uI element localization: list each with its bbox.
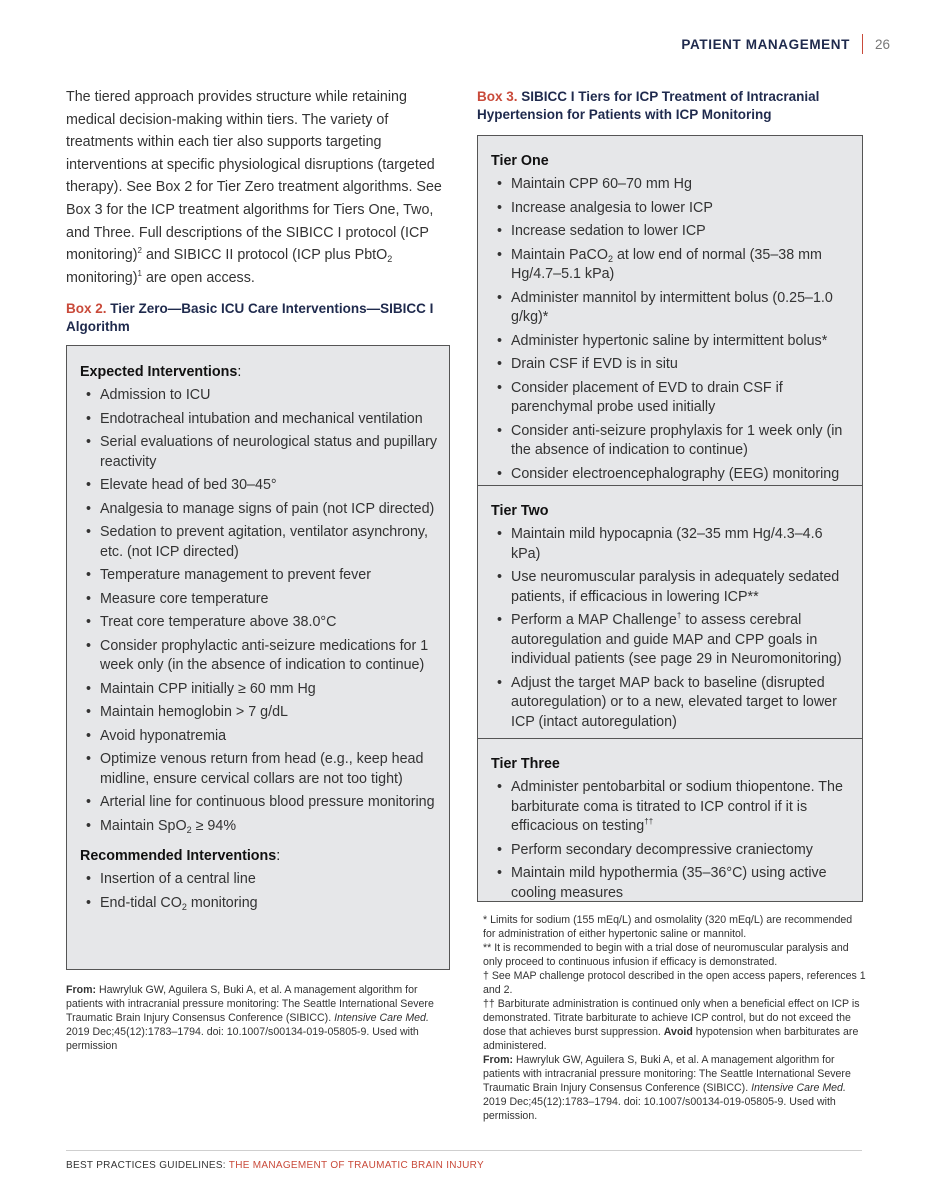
list-item: • Admission to ICU (80, 386, 437, 406)
box3-title (477, 88, 867, 123)
list-item: • Endotracheal intubation and mechanical ventilation (80, 410, 437, 430)
list-item: • Analgesia to manage signs of pain (not ICP directed) (80, 500, 437, 520)
citation-text: Hawryluk GW, Aguilera S, Buki A, et al. A management algorithm for patients with intracranial pressure monitoring: The Seattle International Severe Traumatic Brain Injury Consensus Conference (SIBICC). (483, 1054, 851, 1094)
footnote-map-challenge: † See MAP challenge protocol described in the open access papers, references 1 and 2. (483, 970, 866, 996)
list-item-barbiturate (491, 778, 850, 837)
expected-interventions-heading (80, 362, 437, 382)
co2-text: End-tidal CO (100, 894, 182, 911)
list-item: • Maintain CPP initially ≥ 60 mm Hg (80, 680, 437, 700)
list-item-map-challenge (491, 611, 850, 670)
list-item: • Increase sedation to lower ICP (491, 222, 850, 242)
co2-sub: 2 (181, 901, 187, 912)
citation-details: 2019 Dec;45(12):1783–1794. doi: 10.1007/s00134-019-05805-9. Used with permission (66, 1026, 419, 1052)
recommended-heading-text: Recommended Interventions (80, 848, 277, 864)
tier-three-heading: Tier Three (491, 756, 560, 772)
box3-title-text: SIBICC I Tiers for ICP Treatment of Intracranial Hypertension for Patients with ICP Monitoring (477, 89, 820, 122)
intro-text-1: The tiered approach provides structure while retaining medical decision-making within tiers. The variety of treatments within each tier also supports targeting interventions at specific physiological disruptions (targeted therapy). See Box 2 for Tier Zero treatment algorithms. See Box 3 for the ICP treatment algorithms for Tiers One, Two, and Three. Full descriptions of the SIBICC I protocol (ICP monitoring) (66, 89, 442, 264)
expected-interventions-list (80, 386, 437, 836)
list-item: • Consider placement of EVD to drain CSF if parenchymal probe used initially (491, 379, 850, 418)
tier-two-heading: Tier Two (491, 503, 549, 519)
tier-two-list (491, 525, 850, 732)
intro-sub-2: 2 (387, 254, 393, 265)
box3-panel (477, 135, 863, 902)
map-challenge-text: Perform a MAP Challenge (511, 612, 677, 628)
list-item: • Drain CSF if EVD is in situ (491, 355, 850, 375)
box3-footnotes (483, 913, 867, 1123)
list-item: • Maintain CPP 60–70 mm Hg (491, 175, 850, 195)
map-challenge-footnote-mark: † (676, 611, 682, 620)
tier-three-section (478, 738, 862, 901)
footer-series: BEST PRACTICES GUIDELINES: (66, 1160, 229, 1171)
tier-two-section (478, 485, 862, 738)
intro-text-2: and SIBICC II protocol (ICP plus PbtO (141, 247, 388, 264)
map-challenge-tail: to assess cerebral autoregulation and guide MAP and CPP goals in individual patients (see page 29 in Neuromonitoring) (511, 612, 842, 667)
spo2-text: Maintain SpO (100, 817, 187, 834)
list-item: • Maintain mild hypothermia (35–36°C) using active cooling measures (491, 864, 850, 903)
tier-three-list (491, 778, 850, 903)
intro-ref-2: 2 (137, 246, 142, 256)
list-item: • Serial evaluations of neurological status and pupillary reactivity (80, 433, 437, 472)
list-item: • Increase analgesia to lower ICP (491, 199, 850, 219)
spo2-sub: 2 (186, 824, 192, 835)
citation-text: Hawryluk GW, Aguilera S, Buki A, et al. A management algorithm for patients with intracranial pressure monitoring: The Seattle International Severe Traumatic Brain Injury Consensus Conference (SIBICC). (66, 984, 434, 1024)
header-divider (862, 34, 863, 54)
box2-citation (66, 983, 452, 1053)
list-item: • Measure core temperature (80, 590, 437, 610)
list-item: • Perform secondary decompressive craniectomy (491, 841, 850, 861)
intro-paragraph (66, 86, 456, 289)
footer-divider (66, 1150, 862, 1151)
tier-one-heading: Tier One (491, 153, 549, 169)
recommended-interventions-heading (80, 846, 437, 866)
tier-one-section (478, 136, 862, 485)
footnote-sodium: * Limits for sodium (155 mEq/L) and osmolality (320 mEq/L) are recommended for administration of either hypertonic saline or mannitol. (483, 914, 853, 940)
intro-ref-1: 1 (137, 268, 142, 278)
citation-journal: Intensive Care Med. (751, 1082, 846, 1094)
heading-colon: : (237, 364, 242, 380)
list-item: • Optimize venous return from head (e.g., keep head midline, ensure cervical collars are not too tight) (80, 750, 437, 789)
list-item: • Maintain hemoglobin > 7 g/dL (80, 703, 437, 723)
list-item-spo2 (80, 817, 437, 837)
box2-number: Box 2. (66, 301, 107, 316)
list-item: • Maintain mild hypocapnia (32–35 mm Hg/4.3–4.6 kPa) (491, 525, 850, 564)
paco2-tail: at low end of normal (35–38 mm Hg/4.7–5.1 kPa) (511, 246, 822, 282)
list-item: • Consider prophylactic anti-seizure medications for 1 week only (in the absence of indication to continue) (80, 637, 437, 676)
citation-from-label: From: (483, 1054, 514, 1066)
box3-citation (483, 1053, 867, 1123)
citation-journal: Intensive Care Med. (334, 1012, 429, 1024)
co2-tail: monitoring (186, 894, 258, 911)
intro-text-3: monitoring) (66, 269, 138, 286)
barbiturate-note-avoid: Avoid (663, 1026, 693, 1038)
intro-text-4: are open access. (141, 269, 255, 286)
heading-colon: : (276, 848, 281, 864)
list-item: • Consider anti-seizure prophylaxis for 1 week only (in the absence of indication to continue) (491, 422, 850, 461)
list-item: • Administer hypertonic saline by intermittent bolus* (491, 332, 850, 352)
footnote-paralysis: ** It is recommended to begin with a trial dose of neuromuscular paralysis and only proceed to continuous infusion if efficacy is demonstrated. (483, 942, 849, 968)
box3-number: Box 3. (477, 89, 518, 104)
tier-one-list (491, 175, 850, 484)
list-item: • Temperature management to prevent fever (80, 566, 437, 586)
recommended-interventions-list (80, 870, 437, 913)
list-item: • Arterial line for continuous blood pressure monitoring (80, 793, 437, 813)
paco2-text: Maintain PaCO (511, 246, 608, 263)
footnote-barbiturate (483, 997, 867, 1053)
box2-title-text: Tier Zero—Basic ICU Care Interventions—SIBICC I Algorithm (66, 301, 434, 334)
footer-title: THE MANAGEMENT OF TRAUMATIC BRAIN INJURY (228, 1160, 484, 1171)
paco2-sub: 2 (607, 253, 613, 264)
list-item: • Avoid hyponatremia (80, 727, 437, 747)
box2-panel (66, 345, 450, 970)
barbiturate-footnote-mark: †† (644, 817, 654, 826)
barbiturate-note-text: †† Barbiturate administration is continued only when a beneficial effect on ICP is demonstrated. Titrate barbiturate to achieve ICP control, but do not exceed the dose that achieves burst suppression. (483, 998, 860, 1038)
list-item: • Insertion of a central line (80, 870, 437, 890)
barbiturate-note-tail: hypotension when barbiturates are administered. (483, 1026, 859, 1052)
list-item-paco2 (491, 246, 850, 285)
list-item: • Sedation to prevent agitation, ventilator asynchrony, etc. (not ICP directed) (80, 523, 437, 562)
list-item: • Administer mannitol by intermittent bolus (0.25–1.0 g/kg)* (491, 289, 850, 328)
list-item: • Consider electroencephalography (EEG) monitoring (491, 465, 850, 485)
list-item: • Treat core temperature above 38.0°C (80, 613, 437, 633)
spo2-value: ≥ 94% (191, 817, 237, 834)
list-item: • Adjust the target MAP back to baseline (disrupted autoregulation) or to a new, elevated target to lower ICP (intact autoregulation) (491, 674, 850, 733)
page-footer (66, 1160, 484, 1171)
citation-from-label: From: (66, 984, 97, 996)
list-item-co2 (80, 894, 437, 914)
page-number: 26 (874, 36, 890, 52)
list-item: • Elevate head of bed 30–45° (80, 476, 437, 496)
list-item: • Use neuromuscular paralysis in adequately sedated patients, if efficacious in lowering ICP** (491, 568, 850, 607)
citation-details: 2019 Dec;45(12):1783–1794. doi: 10.1007/s00134-019-05805-9. Used with permission. (483, 1096, 836, 1122)
box2-title (66, 300, 456, 335)
barbiturate-text: Administer pentobarbital or sodium thiopentone. The barbiturate coma is titrated to ICP control if it is efficacious on testing (511, 779, 843, 834)
expected-heading-text: Expected Interventions (80, 364, 238, 380)
page-header (681, 34, 890, 54)
section-title: PATIENT MANAGEMENT (681, 36, 850, 52)
